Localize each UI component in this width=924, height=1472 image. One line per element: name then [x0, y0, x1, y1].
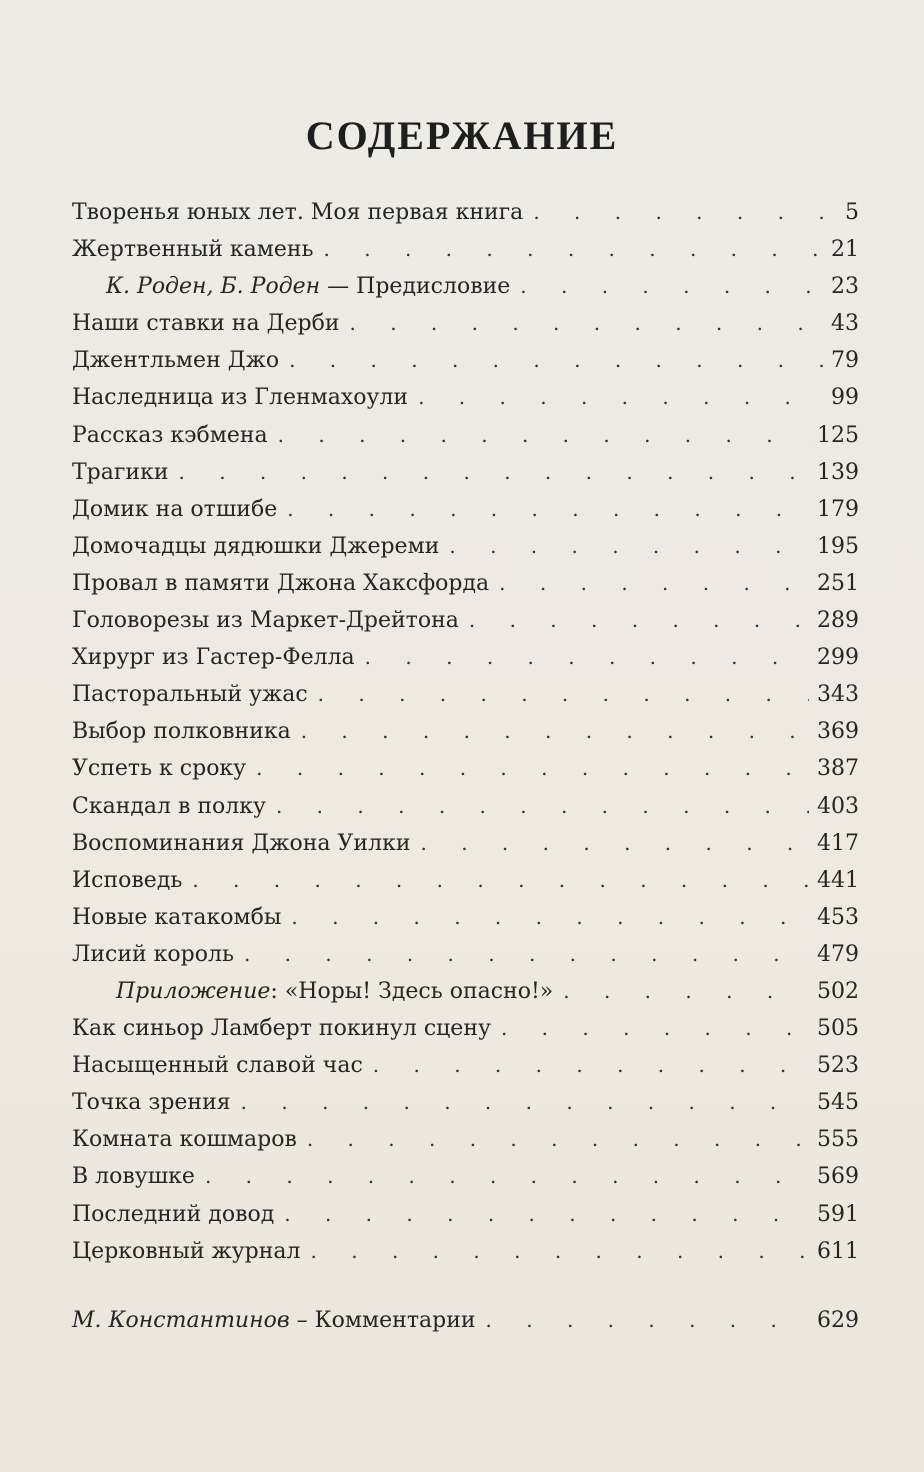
toc-entry [72, 713, 859, 750]
dot-leader [244, 936, 809, 973]
dot-leader [421, 825, 810, 862]
dot-leader [307, 1121, 809, 1158]
entry-page: 555 [817, 1127, 859, 1153]
dot-leader [178, 454, 809, 491]
entry-title: Лисий король [72, 941, 234, 967]
toc-entry [72, 788, 859, 825]
dot-leader [287, 491, 809, 528]
entry-page: 629 [817, 1308, 859, 1333]
entry-subtitle: «Норы! Здесь опасно!» [284, 978, 554, 1004]
toc-entry [72, 454, 859, 491]
entry-title: Пасторальный ужас [72, 682, 308, 708]
dot-leader [365, 639, 809, 676]
toc-entry [72, 899, 859, 936]
toc-entry [72, 194, 859, 231]
dot-leader [311, 1233, 809, 1270]
commentary-section [72, 1302, 859, 1339]
entry-page: 299 [817, 645, 859, 671]
entry-title: Рассказ кэбмена [72, 422, 268, 448]
entry-subtitle: Предисловие [356, 274, 511, 300]
entry-page: 5 [845, 200, 859, 225]
dot-leader [256, 750, 809, 787]
toc-entry [72, 602, 859, 639]
entry-page: 99 [831, 385, 859, 411]
dot-leader [418, 379, 823, 416]
dot-leader [373, 1047, 809, 1084]
dot-leader [241, 1084, 809, 1121]
dot-leader [499, 565, 809, 602]
entry-title: Новые катакомбы [72, 904, 282, 930]
entry-title [72, 268, 510, 305]
entry-page: 289 [817, 608, 859, 634]
entry-page: 179 [817, 496, 859, 522]
dot-leader [501, 1010, 809, 1047]
entry-title: Жертвенный камень [72, 237, 314, 263]
toc-entry [72, 1084, 859, 1121]
entry-page: 139 [817, 459, 859, 485]
entry-separator: — [320, 274, 357, 300]
entry-title: Наши ставки на Дерби [72, 311, 340, 337]
entry-page: 505 [817, 1016, 859, 1042]
entry-title: Трагики [72, 459, 169, 485]
dot-leader [318, 676, 809, 713]
entry-title: Домик на отшибе [72, 496, 278, 522]
toc-entry [72, 1121, 859, 1158]
entry-title: Исповедь [72, 867, 183, 893]
entry-page: 43 [831, 311, 859, 337]
toc-entry [72, 1233, 859, 1270]
entry-title: Воспоминания Джона Уилки [72, 830, 411, 856]
page-title: СОДЕРЖАНИЕ [305, 113, 619, 158]
entry-page: 343 [817, 682, 859, 708]
entry-appendix-label: Приложение [116, 978, 271, 1004]
toc-entry [72, 1010, 859, 1047]
entry-title: Хирург из Гастер-Фелла [72, 645, 355, 671]
toc-entry [72, 342, 859, 379]
entry-page: 387 [817, 756, 859, 782]
entry-separator: – [289, 1308, 315, 1333]
toc-entry [72, 973, 859, 1010]
toc-entry [72, 1047, 859, 1084]
entry-page: 125 [817, 422, 859, 448]
entry-page: 523 [817, 1053, 859, 1079]
dot-leader [520, 268, 823, 305]
entry-title: Наследница из Гленмахоули [72, 385, 409, 411]
entry-page: 251 [817, 570, 859, 596]
entry-title: Церковный журнал [72, 1238, 301, 1264]
toc-entry-commentary [72, 1302, 859, 1339]
entry-page: 195 [817, 533, 859, 559]
entry-separator: : [270, 978, 285, 1004]
dot-leader [469, 602, 809, 639]
toc-entry [72, 676, 859, 713]
entry-title: Комната кошмаров [72, 1127, 297, 1153]
entry-title: Насыщенный славой час [72, 1053, 363, 1079]
toc-entry [72, 379, 859, 416]
entry-title: Джентльмен Джо [72, 348, 280, 374]
entry-page: 23 [831, 274, 859, 300]
entry-title: В ловушке [72, 1164, 195, 1190]
entry-title: Выбор полковника [72, 719, 291, 745]
dot-leader [533, 194, 831, 231]
entry-author: К. Роден, Б. Роден [106, 274, 321, 300]
entry-page: 417 [817, 830, 859, 856]
dot-leader [349, 305, 823, 342]
toc-entry [72, 936, 859, 973]
entry-title [72, 1302, 476, 1339]
toc-entry [72, 862, 859, 899]
entry-title: Как синьор Ламберт покинул сцену [72, 1016, 491, 1042]
table-of-contents [72, 194, 859, 1270]
dot-leader [291, 899, 809, 936]
entry-title: Последний довод [72, 1201, 275, 1227]
dot-leader [449, 528, 809, 565]
entry-page: 591 [817, 1201, 859, 1227]
toc-entry [72, 565, 859, 602]
entry-title: Головорезы из Маркет-Дрейтона [72, 608, 459, 634]
dot-leader [205, 1158, 809, 1195]
dot-leader [276, 788, 809, 825]
toc-entry [72, 528, 859, 565]
dot-leader [289, 342, 823, 379]
toc-entry [72, 1158, 859, 1195]
entry-title: Скандал в полку [72, 793, 266, 819]
entry-page: 369 [817, 719, 859, 745]
entry-title: Успеть к сроку [72, 756, 247, 782]
entry-page: 611 [817, 1238, 859, 1264]
dot-leader [486, 1302, 809, 1339]
entry-page: 441 [817, 867, 859, 893]
toc-entry [72, 639, 859, 676]
dot-leader [192, 862, 809, 899]
toc-entry [72, 1196, 859, 1233]
entry-title: Домочадцы дядюшки Джереми [72, 533, 440, 559]
toc-entry [72, 825, 859, 862]
entry-page: 453 [817, 904, 859, 930]
toc-entry [72, 417, 859, 454]
entry-title: Творенья юных лет. Моя первая книга [72, 200, 524, 225]
entry-subtitle: Комментарии [314, 1308, 476, 1333]
entry-page: 545 [817, 1090, 859, 1116]
toc-entry [72, 491, 859, 528]
dot-leader [563, 973, 809, 1010]
toc-entry [72, 305, 859, 342]
toc-entry [72, 750, 859, 787]
entry-author: М. Константинов [72, 1308, 290, 1333]
dot-leader [278, 417, 809, 454]
toc-entry [72, 231, 859, 268]
entry-title [72, 973, 553, 1010]
entry-page: 502 [817, 978, 859, 1004]
entry-page: 479 [817, 941, 859, 967]
dot-leader [284, 1196, 809, 1233]
entry-page: 21 [831, 237, 859, 263]
entry-title: Провал в памяти Джона Хаксфорда [72, 570, 490, 596]
dot-leader [324, 231, 823, 268]
dot-leader [301, 713, 809, 750]
entry-page: 569 [817, 1164, 859, 1190]
toc-entry [72, 268, 859, 305]
entry-title: Точка зрения [72, 1090, 231, 1116]
entry-page: 79 [831, 348, 859, 374]
entry-page: 403 [817, 793, 859, 819]
